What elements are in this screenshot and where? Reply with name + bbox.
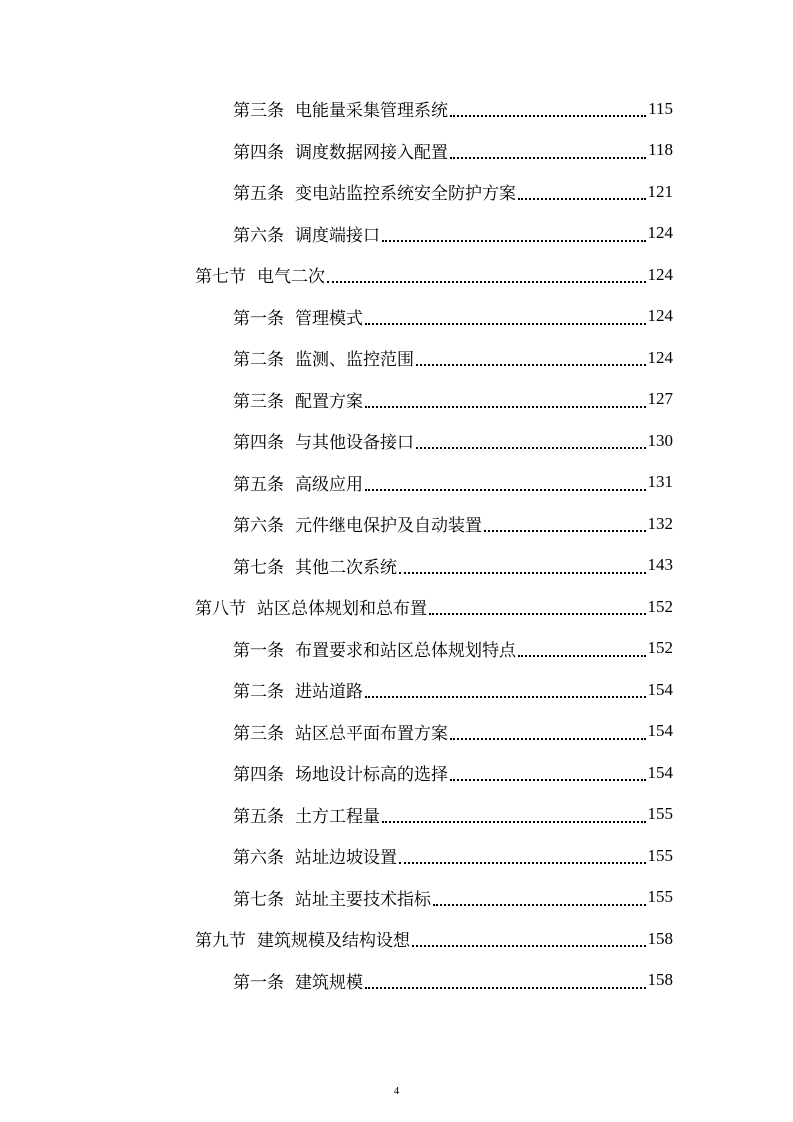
toc-section-entry[interactable]: [0, 586, 793, 628]
toc-entry-title: 站区总平面布置方案: [295, 723, 448, 744]
toc-entry-title: 高级应用: [295, 474, 363, 495]
toc-entry-number: 第四条: [233, 433, 284, 454]
toc-entry-number: 第二条: [233, 682, 284, 703]
toc-entry-page: 124: [647, 347, 673, 367]
toc-entry-page: 154: [647, 721, 673, 741]
toc-dot-leader: [327, 280, 646, 283]
toc-entry-page: 118: [648, 140, 673, 160]
toc-entry-title: 站址边坡设置: [295, 848, 397, 869]
toc-article-entry[interactable]: [0, 130, 793, 172]
toc-entry-title: 监测、监控范围: [295, 350, 414, 371]
toc-entry-title: 管理模式: [295, 308, 363, 329]
toc-entry-number: 第一条: [233, 972, 284, 993]
toc-entry-page: 158: [647, 928, 673, 948]
toc-dot-leader: [450, 778, 646, 781]
toc-entry-number: 第六条: [233, 225, 284, 246]
toc-entry-page: 152: [647, 596, 673, 616]
toc-entry-page: 132: [647, 513, 673, 533]
toc-entry-number: 第三条: [233, 391, 284, 412]
toc-entry-page: 121: [647, 181, 673, 201]
toc-article-entry[interactable]: [0, 503, 793, 545]
toc-entry-title: 场地设计标高的选择: [295, 765, 448, 786]
toc-article-entry[interactable]: [0, 877, 793, 919]
toc-dot-leader: [365, 322, 646, 325]
toc-dot-leader: [450, 156, 646, 159]
toc-entry-title: 土方工程量: [295, 806, 380, 827]
toc-entry-title: 电能量采集管理系统: [295, 101, 448, 122]
toc-dot-leader: [365, 986, 646, 989]
toc-entry-number: 第五条: [233, 184, 284, 205]
toc-article-entry[interactable]: [0, 669, 793, 711]
toc-entry-number: 第五条: [233, 474, 284, 495]
toc-entry-number: 第七条: [233, 557, 284, 578]
toc-entry-number: 第七条: [233, 889, 284, 910]
toc-article-entry[interactable]: [0, 960, 793, 1002]
toc-dot-leader: [518, 197, 646, 200]
toc-entry-page: 130: [647, 430, 673, 450]
toc-entry-number: 第六条: [233, 516, 284, 537]
toc-dot-leader: [365, 488, 646, 491]
toc-entry-number: 第三条: [233, 101, 284, 122]
toc-entry-number: 第四条: [233, 142, 284, 163]
toc-dot-leader: [416, 363, 646, 366]
toc-entry-page: 124: [647, 264, 673, 284]
toc-dot-leader: [450, 114, 646, 117]
toc-entry-page: 131: [647, 472, 673, 492]
table-of-contents: [0, 88, 793, 1001]
toc-article-entry[interactable]: [0, 711, 793, 753]
toc-entry-number: 第五条: [233, 806, 284, 827]
toc-entry-page: 155: [647, 887, 673, 907]
toc-entry-title: 变电站监控系统安全防护方案: [295, 184, 516, 205]
toc-entry-number: 第一条: [233, 640, 284, 661]
toc-entry-page: 152: [647, 638, 673, 658]
toc-article-entry[interactable]: [0, 379, 793, 421]
toc-article-entry[interactable]: [0, 420, 793, 462]
toc-dot-leader: [416, 446, 646, 449]
toc-entry-number: 第三条: [233, 723, 284, 744]
toc-dot-leader: [365, 405, 646, 408]
toc-entry-page: 154: [647, 679, 673, 699]
toc-dot-leader: [382, 239, 646, 242]
toc-dot-leader: [382, 820, 646, 823]
toc-entry-number: 第六条: [233, 848, 284, 869]
toc-dot-leader: [433, 903, 646, 906]
toc-entry-title: 配置方案: [295, 391, 363, 412]
toc-article-entry[interactable]: [0, 171, 793, 213]
toc-article-entry[interactable]: [0, 545, 793, 587]
toc-article-entry[interactable]: [0, 462, 793, 504]
toc-dot-leader: [399, 571, 646, 574]
toc-dot-leader: [429, 612, 646, 615]
toc-article-entry[interactable]: [0, 213, 793, 255]
toc-entry-page: 124: [647, 223, 673, 243]
toc-dot-leader: [399, 861, 646, 864]
toc-entry-title: 布置要求和站区总体规划特点: [295, 640, 516, 661]
toc-entry-page: 155: [647, 845, 673, 865]
toc-entry-page: 154: [647, 762, 673, 782]
toc-dot-leader: [484, 529, 646, 532]
toc-entry-number: 第九节: [195, 931, 246, 952]
toc-entry-page: 115: [648, 98, 673, 118]
toc-entry-title: 建筑规模: [295, 972, 363, 993]
toc-entry-page: 127: [647, 389, 673, 409]
toc-dot-leader: [450, 737, 646, 740]
toc-section-entry[interactable]: [0, 918, 793, 960]
toc-article-entry[interactable]: [0, 88, 793, 130]
toc-entry-number: 第四条: [233, 765, 284, 786]
toc-article-entry[interactable]: [0, 794, 793, 836]
toc-entry-number: 第七节: [195, 267, 246, 288]
toc-entry-number: 第二条: [233, 350, 284, 371]
toc-article-entry[interactable]: [0, 337, 793, 379]
toc-entry-page: 143: [647, 555, 673, 575]
page-number: 4: [393, 1085, 400, 1097]
toc-dot-leader: [365, 695, 646, 698]
toc-article-entry[interactable]: [0, 835, 793, 877]
toc-entry-title: 建筑规模及结构设想: [257, 931, 410, 952]
toc-entry-title: 与其他设备接口: [295, 433, 414, 454]
toc-entry-title: 调度端接口: [295, 225, 380, 246]
toc-entry-title: 元件继电保护及自动装置: [295, 516, 482, 537]
toc-entry-title: 进站道路: [295, 682, 363, 703]
toc-entry-title: 其他二次系统: [295, 557, 397, 578]
toc-article-entry[interactable]: [0, 628, 793, 670]
toc-entry-number: 第八节: [195, 599, 246, 620]
toc-entry-page: 124: [647, 306, 673, 326]
toc-dot-leader: [412, 944, 646, 947]
toc-entry-number: 第一条: [233, 308, 284, 329]
toc-entry-title: 站区总体规划和总布置: [257, 599, 427, 620]
toc-entry-title: 调度数据网接入配置: [295, 142, 448, 163]
toc-dot-leader: [518, 654, 646, 657]
toc-article-entry[interactable]: [0, 752, 793, 794]
toc-entry-page: 158: [647, 970, 673, 990]
toc-section-entry[interactable]: [0, 254, 793, 296]
toc-entry-page: 155: [647, 804, 673, 824]
toc-entry-title: 站址主要技术指标: [295, 889, 431, 910]
toc-entry-title: 电气二次: [257, 267, 325, 288]
toc-article-entry[interactable]: [0, 296, 793, 338]
